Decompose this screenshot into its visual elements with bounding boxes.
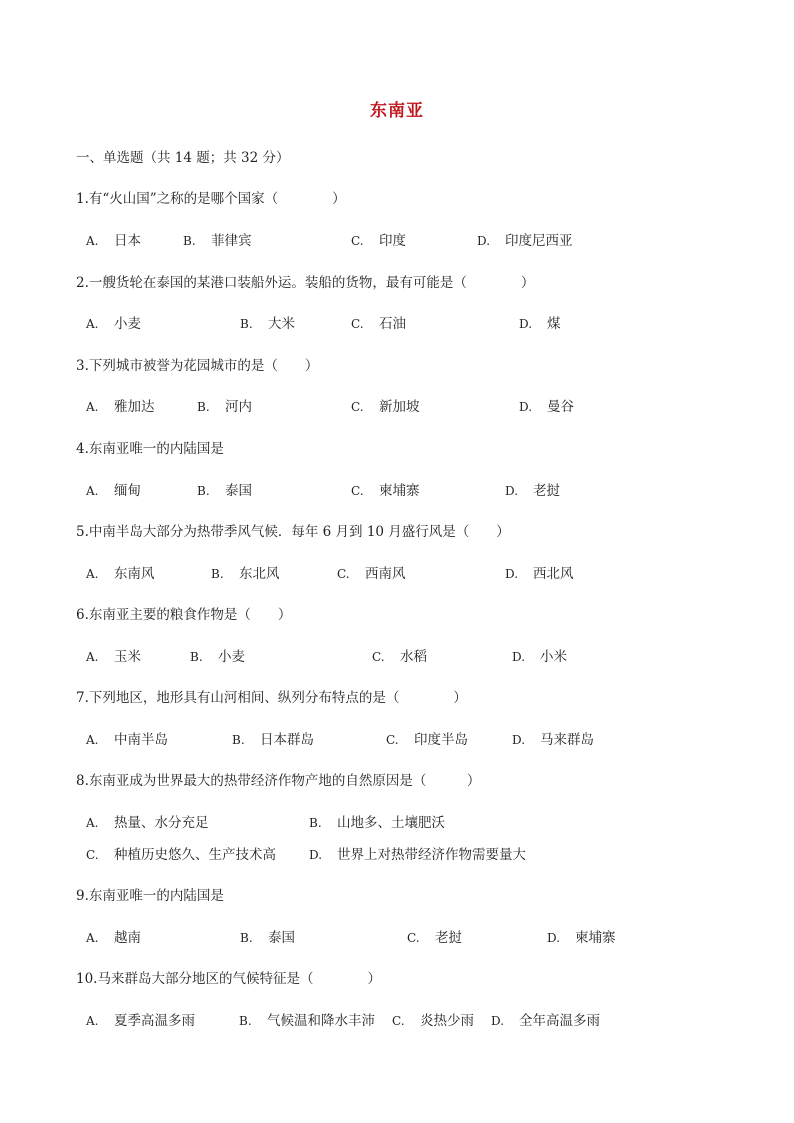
option-letter: D. [512,650,526,664]
option-letter: D. [505,567,519,581]
option-text: 煤 [547,316,561,332]
option-a [86,562,155,582]
option-letter: C. [392,1014,405,1028]
option-letter: B. [197,484,210,498]
section-header: 一、单选题（共 14 题；共 32 分） [76,150,290,166]
option-text: 泰国 [225,483,252,499]
option-letter: B. [183,234,196,248]
option-text: 气候温和降水丰沛 [267,1013,375,1029]
option-text: 热量、水分充足 [114,815,209,831]
option-text: 日本群岛 [260,732,314,748]
option-letter: C. [351,234,364,248]
option-text: 印度尼西亚 [505,233,573,249]
option-text: 东南风 [114,566,155,582]
option-d [477,229,573,249]
option-text: 玉米 [114,649,141,665]
option-letter: D. [477,234,491,248]
question-stem: 9.东南亚唯一的内陆国是 [76,888,224,904]
option-letter: C. [372,650,385,664]
option-d [505,479,560,499]
option-c [351,229,406,249]
option-b [183,229,252,249]
question-stem: 1.有“火山国”之称的是哪个国家（ ） [76,191,346,207]
option-b [190,645,245,665]
option-letter: A. [86,234,99,248]
option-text: 夏季高温多雨 [114,1013,195,1029]
option-d [491,1009,600,1029]
option-text: 柬埔寨 [379,483,420,499]
option-a [86,312,141,332]
question-stem: 2.一艘货轮在泰国的某港口装船外运。装船的货物，最有可能是（ ） [76,275,535,291]
option-b [240,312,295,332]
option-letter: D. [519,317,533,331]
option-letter: A. [86,1014,99,1028]
option-c [386,728,468,748]
option-text: 小麦 [114,316,141,332]
option-d [505,562,574,582]
option-letter: A. [86,484,99,498]
option-c [337,562,406,582]
option-d [512,645,567,665]
option-letter: D. [505,484,519,498]
option-text: 老挝 [435,930,462,946]
option-text: 印度 [379,233,406,249]
option-d [519,395,574,415]
option-c [86,843,276,863]
option-letter: A. [86,317,99,331]
option-letter: B. [232,733,245,747]
option-text: 缅甸 [114,483,141,499]
option-a [86,811,209,831]
option-b [197,479,252,499]
question-stem: 3.下列城市被誉为花园城市的是（ ） [76,358,319,374]
option-d [547,926,616,946]
option-letter: B. [190,650,203,664]
option-b [232,728,314,748]
option-text: 全年高温多雨 [519,1013,600,1029]
option-text: 泰国 [268,930,295,946]
option-a [86,1009,195,1029]
option-text: 石油 [379,316,406,332]
option-text: 柬埔寨 [575,930,616,946]
option-text: 马来群岛 [540,732,594,748]
option-c [351,479,420,499]
question-stem: 4.东南亚唯一的内陆国是 [76,441,224,457]
option-a [86,479,141,499]
option-letter: D. [491,1014,505,1028]
option-letter: B. [211,567,224,581]
option-a [86,728,168,748]
option-letter: C. [351,400,364,414]
option-d [309,843,526,863]
option-text: 曼谷 [547,399,574,415]
option-letter: D. [512,733,526,747]
option-b [240,926,295,946]
option-d [519,312,561,332]
option-a [86,645,141,665]
option-c [392,1009,474,1029]
option-text: 西北风 [533,566,574,582]
option-letter: D. [309,848,323,862]
option-text: 河内 [225,399,252,415]
option-letter: C. [86,848,99,862]
option-letter: C. [337,567,350,581]
option-text: 老挝 [533,483,560,499]
option-text: 小麦 [218,649,245,665]
option-text: 种植历史悠久、生产技术高 [114,847,276,863]
option-text: 日本 [114,233,141,249]
option-letter: B. [309,816,322,830]
option-letter: D. [519,400,533,414]
option-letter: C. [351,317,364,331]
option-text: 世界上对热带经济作物需要量大 [337,847,526,863]
option-a [86,395,155,415]
option-letter: A. [86,931,99,945]
option-text: 西南风 [365,566,406,582]
page-title: 东南亚 [370,101,424,121]
option-text: 菲律宾 [211,233,252,249]
option-a [86,926,141,946]
option-text: 小米 [540,649,567,665]
option-text: 东北风 [239,566,280,582]
option-letter: B. [197,400,210,414]
option-text: 山地多、土壤肥沃 [337,815,445,831]
option-letter: A. [86,567,99,581]
option-letter: C. [351,484,364,498]
option-text: 水稻 [400,649,427,665]
option-c [407,926,462,946]
option-text: 中南半岛 [114,732,168,748]
option-text: 新加坡 [379,399,420,415]
option-letter: B. [239,1014,252,1028]
option-b [197,395,252,415]
option-text: 越南 [114,930,141,946]
question-stem: 7.下列地区，地形具有山河相间、纵列分布特点的是（ ） [76,690,467,706]
option-letter: C. [386,733,399,747]
question-stem: 5.中南半岛大部分为热带季风气候．每年 6 月到 10 月盛行风是（ ） [76,524,510,540]
option-letter: B. [240,931,253,945]
option-letter: A. [86,400,99,414]
option-text: 印度半岛 [414,732,468,748]
option-a [86,229,141,249]
option-letter: A. [86,816,99,830]
option-text: 雅加达 [114,399,155,415]
option-letter: B. [240,317,253,331]
option-letter: D. [547,931,561,945]
option-c [351,312,406,332]
question-stem: 6.东南亚主要的粮食作物是（ ） [76,607,292,623]
option-d [512,728,594,748]
question-stem: 8.东南亚成为世界最大的热带经济作物产地的自然原因是（ ） [76,773,481,789]
option-b [309,811,445,831]
option-c [351,395,420,415]
option-text: 炎热少雨 [420,1013,474,1029]
option-letter: A. [86,733,99,747]
option-b [211,562,280,582]
option-b [239,1009,375,1029]
option-letter: C. [407,931,420,945]
option-text: 大米 [268,316,295,332]
question-stem: 10.马来群岛大部分地区的气候特征是（ ） [76,971,381,987]
option-c [372,645,427,665]
option-letter: A. [86,650,99,664]
